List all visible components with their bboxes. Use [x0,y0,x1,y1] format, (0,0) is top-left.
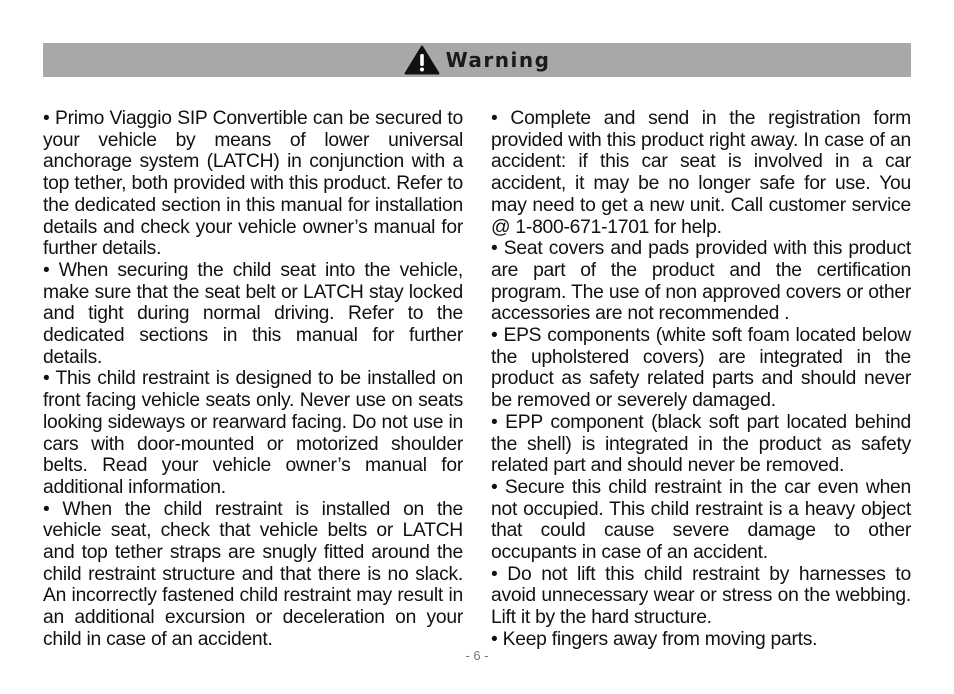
warning-paragraph: • Secure this child restraint in the car even when not occupied. This child restraint is a heavy object that could cause severe damage to other occupants in case of an accident. [491,476,911,564]
right-column [491,108,911,651]
warning-triangle-icon [404,45,440,75]
left-column [43,108,463,651]
warning-paragraph: • EPS components (white soft foam located below the upholstered covers) are integrated in the product as safety related parts and should never be removed or severely damaged. [491,325,911,412]
warning-paragraph: • Seat covers and pads provided with this product are part of the product and the certification program. The use of non approved covers or other accessories are not recommended . [491,238,911,325]
warning-paragraph: • Keep fingers away from moving parts. [491,628,818,650]
warning-paragraph: • Primo Viaggio SIP Convertible can be secured to your vehicle by means of lower universal anchorage system (LATCH) in conjunction with a top tether, both provided with this product. Refer to the dedicated section in this manual for installation details and check your vehicle owner’s manual for further details. [43,108,463,260]
warning-paragraph: • When securing the child seat into the vehicle, make sure that the seat belt or LATCH stay locked and tight during normal driving. Refer to the dedicated sections in this manual for further details. [43,259,463,368]
warning-header-bar [43,43,911,77]
warning-title: Warning [445,48,551,72]
warning-paragraph: • Do not lift this child restraint by harnesses to avoid unnecessary wear or stress on the webbing. Lift it by the hard structure. [491,563,911,629]
warning-paragraph: • This child restraint is designed to be installed on front facing vehicle seats only. Never use on seats looking sideways or rearward facing. Do not use in cars with door-mounted or motorized shoulder belts. Read your vehicle owner’s manual for additional information. [43,368,463,498]
warning-paragraph: • EPP component (black soft part located behind the shell) is integrated in the product as safety related part and should never be removed. [491,411,911,477]
warning-paragraph: • When the child restraint is installed on the vehicle seat, check that vehicle belts or LATCH and top tether straps are snugly fitted around the child restraint structure and that there is no slack. An incorrectly fastened child restraint may result in an additional excursion or deceleration on your child in case of an accident. [43,498,463,650]
page-number: - 6 - [465,648,489,663]
warning-paragraph: • Complete and send in the registration form provided with this product right away. In case of an accident: if this car seat is involved in a car accident, it may be no longer safe for use. You may need to get a new unit. Call customer service @ 1-800-671-1701 for help. [491,108,911,238]
